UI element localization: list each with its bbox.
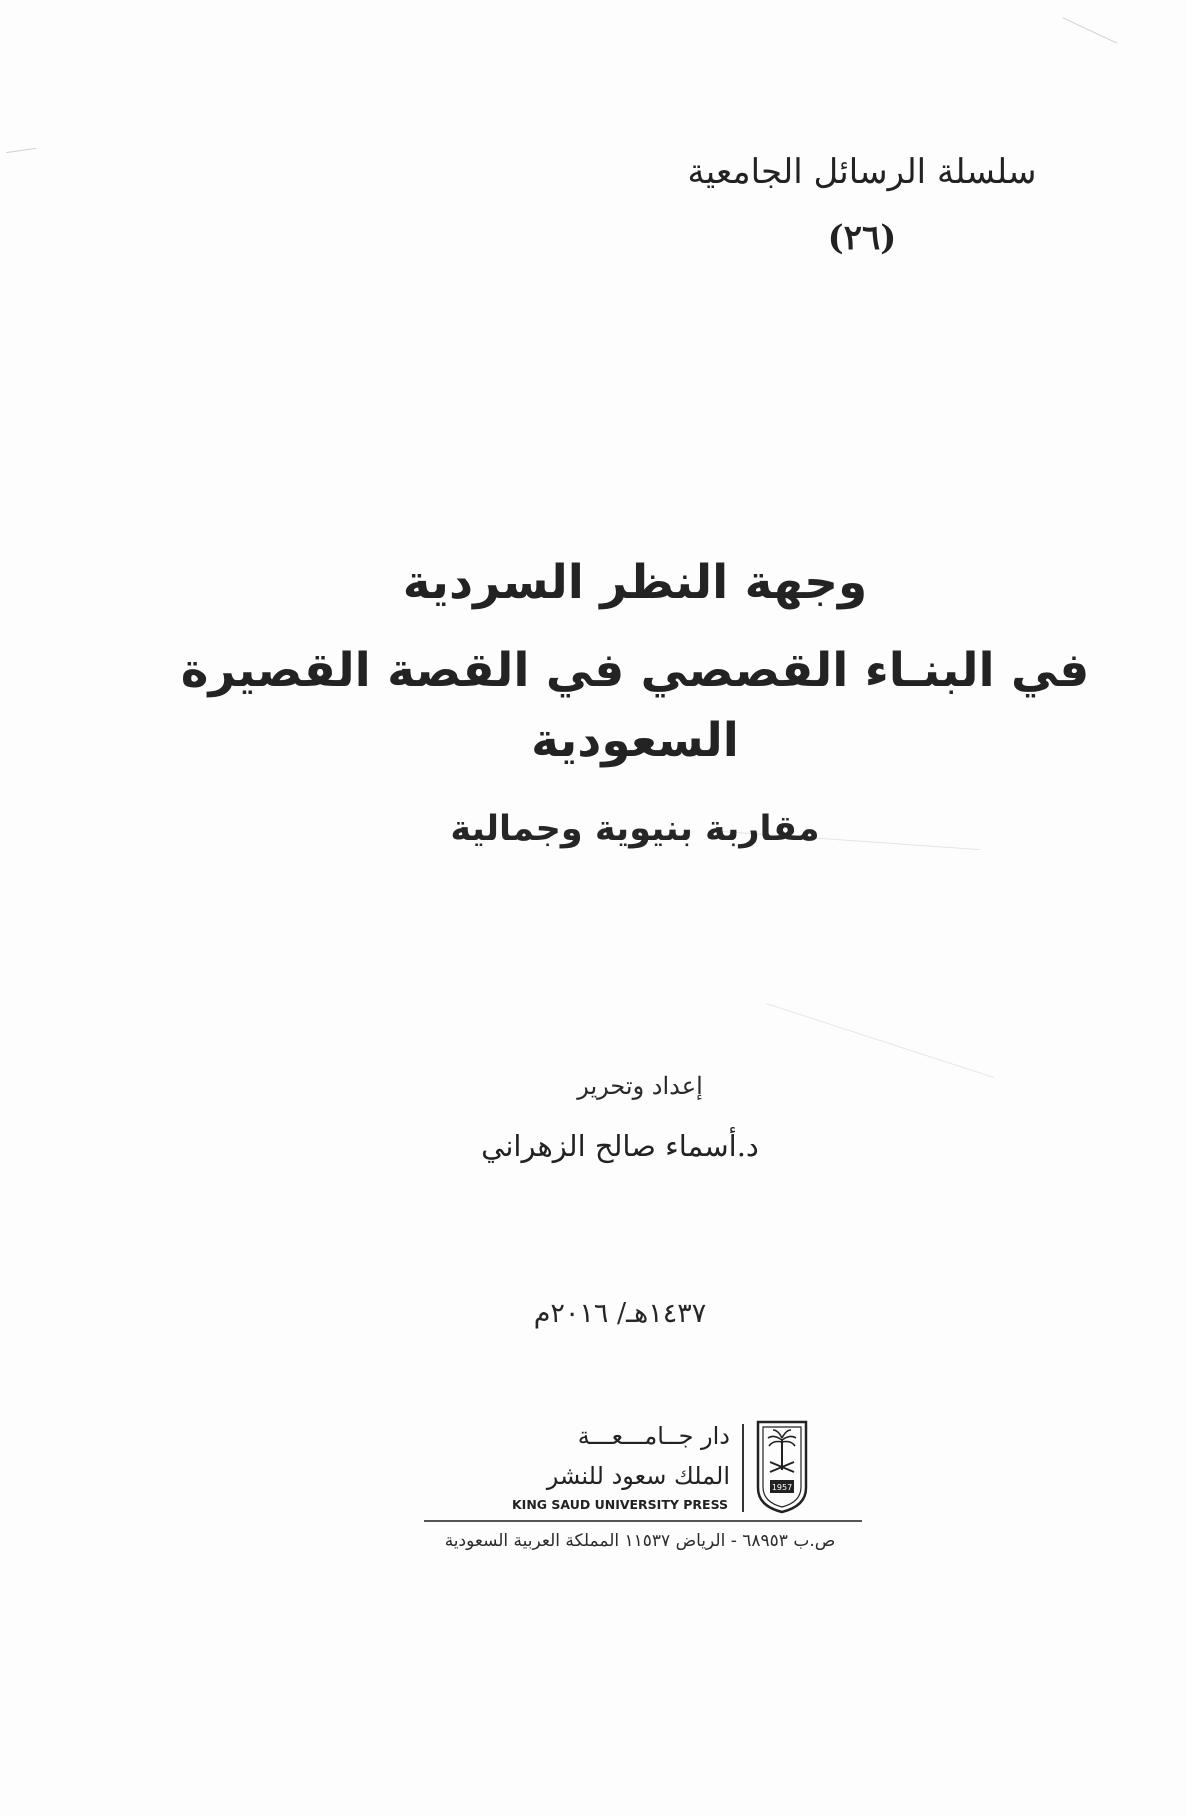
book-subtitle: مقاربة بنيوية وجمالية (450, 809, 820, 849)
series-block (652, 150, 1072, 258)
scan-artifact (6, 148, 36, 153)
publisher-text (430, 1418, 730, 1514)
publisher-rule (424, 1520, 862, 1522)
publisher-block (420, 1418, 860, 1528)
author-block (420, 1068, 820, 1166)
publisher-name-line-1: دار جــامـــعـــة (577, 1422, 730, 1450)
publisher-divider (742, 1424, 744, 1512)
series-name: سلسلة الرسائل الجامعية (687, 152, 1037, 192)
king-saud-university-logo-icon (754, 1418, 810, 1514)
scan-artifact (1063, 17, 1118, 43)
author-role: إعداد وتحرير (577, 1072, 703, 1100)
series-number: (٢٦) (827, 218, 897, 258)
book-title-line-2: في البنـاء القصصي في القصة القصيرة السعودية (180, 643, 1090, 768)
publication-date: ١٤٣٧هـ/ ٢٠١٦م (533, 1298, 707, 1329)
publisher-name-english: KING SAUD UNIVERSITY PRESS (512, 1497, 729, 1512)
book-title-line-1: وجهة النظر السردية (402, 555, 868, 610)
logo-year: 1957 (771, 1483, 793, 1492)
author-name: د.أسماء صالح الزهراني (481, 1129, 759, 1163)
title-block (160, 548, 1110, 854)
publisher-address: ص.ب ٦٨٩٥٣ - الرياض ١١٥٣٧ المملكة العربية السعودية (444, 1531, 836, 1551)
publisher-name-line-2: الملك سعود للنشر (546, 1462, 730, 1490)
scan-artifact (766, 1003, 995, 1078)
